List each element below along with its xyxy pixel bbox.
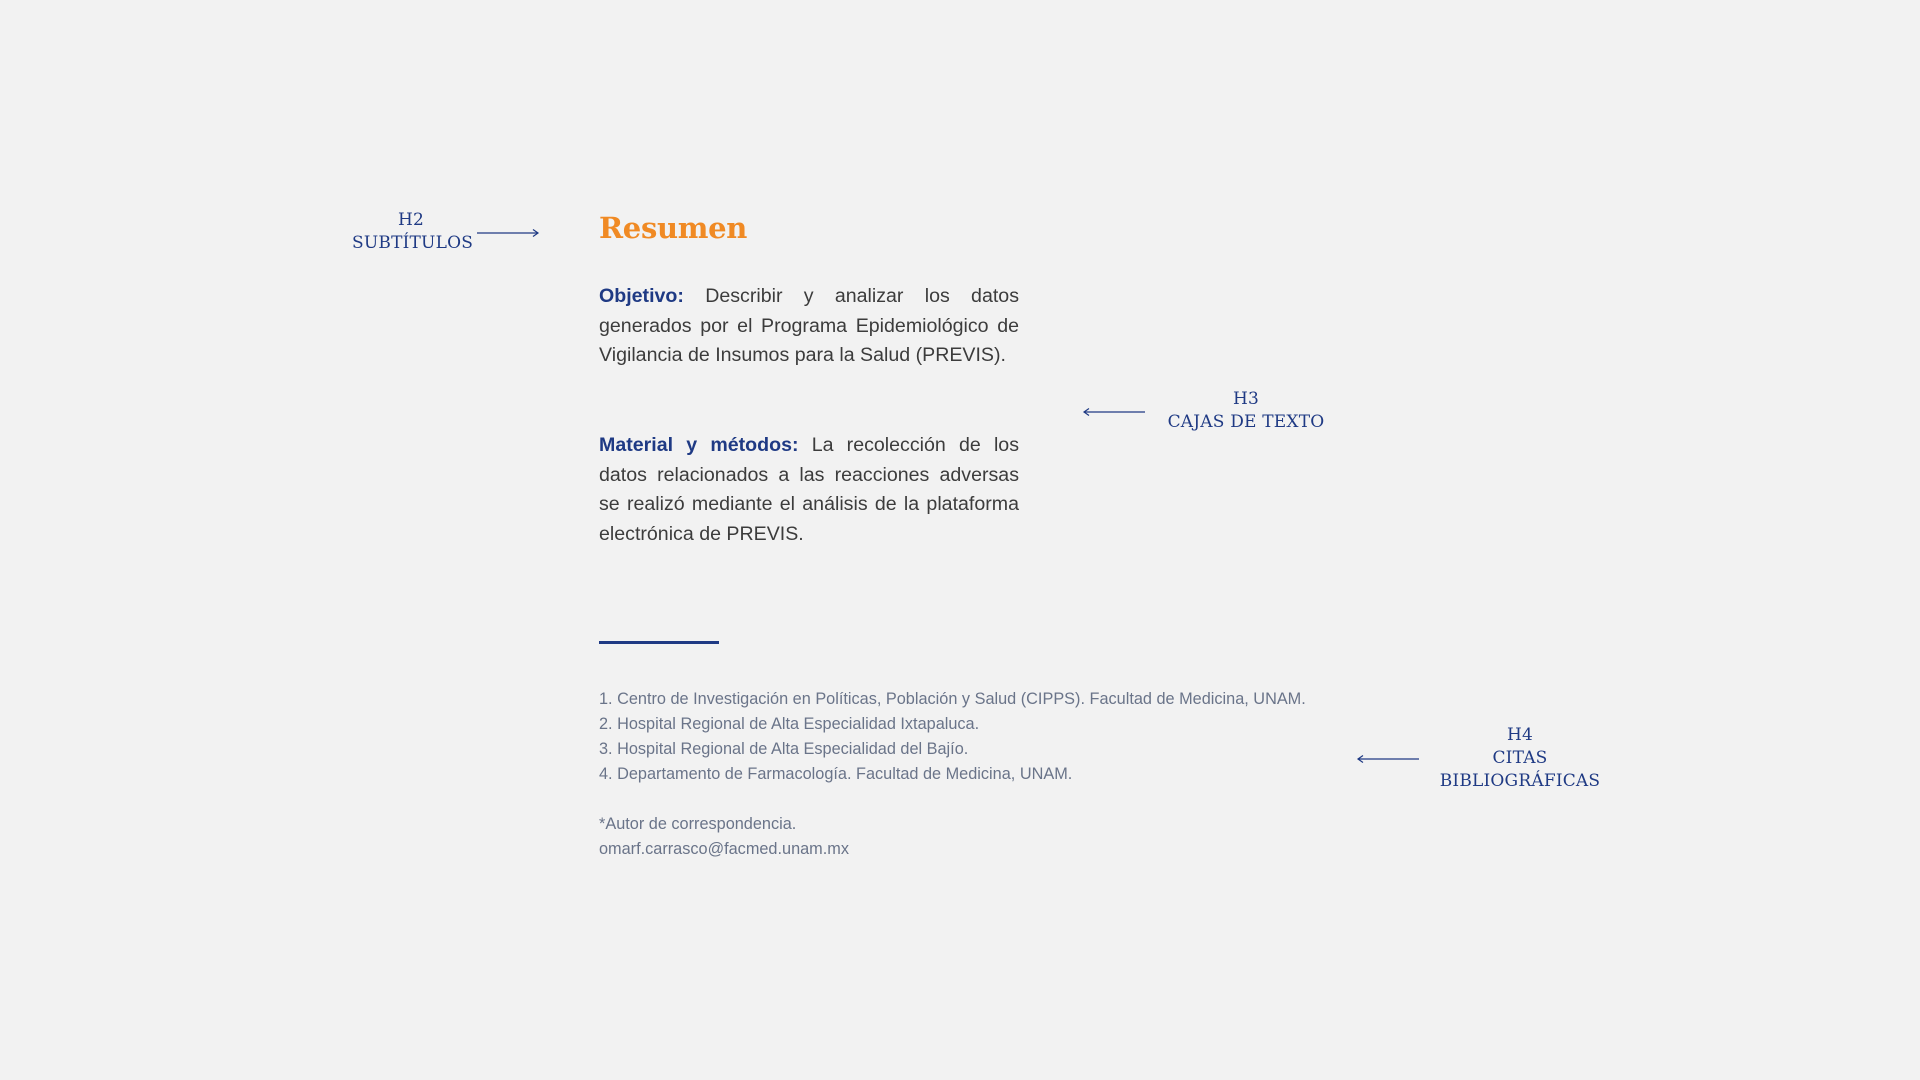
- reference-item: 3. Hospital Regional de Alta Especialidad del Bajío.: [599, 740, 969, 758]
- annotation-h3-tag: H3: [1232, 389, 1260, 409]
- material-metodos-label: Material y métodos:: [599, 434, 799, 456]
- arrow-left-icon: [1356, 753, 1420, 765]
- reference-item: 4. Departamento de Farmacología. Facultad de Medicina, UNAM.: [599, 765, 1073, 783]
- annotation-h3-cajas-de-texto: [1166, 388, 1326, 434]
- arrow-right-icon: [476, 227, 540, 239]
- objetivo-paragraph: [599, 282, 1019, 371]
- objetivo-label: Objetivo:: [599, 285, 684, 307]
- annotation-h3-label: CAJAS DE TEXTO: [1167, 412, 1325, 432]
- annotation-h4-tag: H4: [1506, 725, 1534, 745]
- correspondence-block: [599, 812, 849, 862]
- objetivo-text: Describir y analizar los datos generados por el Programa Epidemiológico de Vigilancia de Insumos para la Salud (PREVIS).: [599, 285, 1019, 367]
- reference-item: 1. Centro de Investigación en Políticas, Población y Salud (CIPPS). Facultad de Medicina, UNAM.: [599, 690, 1306, 708]
- annotation-h4-citas-bibliograficas: [1430, 724, 1610, 793]
- reference-list: [599, 687, 1306, 787]
- arrow-left-icon: [1082, 406, 1146, 418]
- annotation-h4-label-line1: CITAS: [1492, 748, 1548, 768]
- annotation-h2-tag: H2: [397, 210, 425, 230]
- footnote-divider: [599, 641, 719, 644]
- section-title: Resumen: [599, 211, 748, 245]
- annotation-h4-label-line2: BIBLIOGRÁFICAS: [1439, 771, 1601, 791]
- material-metodos-paragraph: [599, 431, 1019, 550]
- annotation-h2-label: SUBTÍTULOS: [352, 233, 474, 253]
- correspondence-email: omarf.carrasco@facmed.unam.mx: [599, 840, 849, 858]
- reference-item: 2. Hospital Regional de Alta Especialidad Ixtapaluca.: [599, 715, 980, 733]
- correspondence-label: *Autor de correspondencia.: [599, 815, 797, 833]
- annotation-h2-subtitulos: [352, 209, 474, 255]
- material-metodos-text: La recolección de los datos relacionados a las reacciones adversas se realizó mediante el análisis de la plataforma electrónica de PREVIS.: [599, 434, 1019, 546]
